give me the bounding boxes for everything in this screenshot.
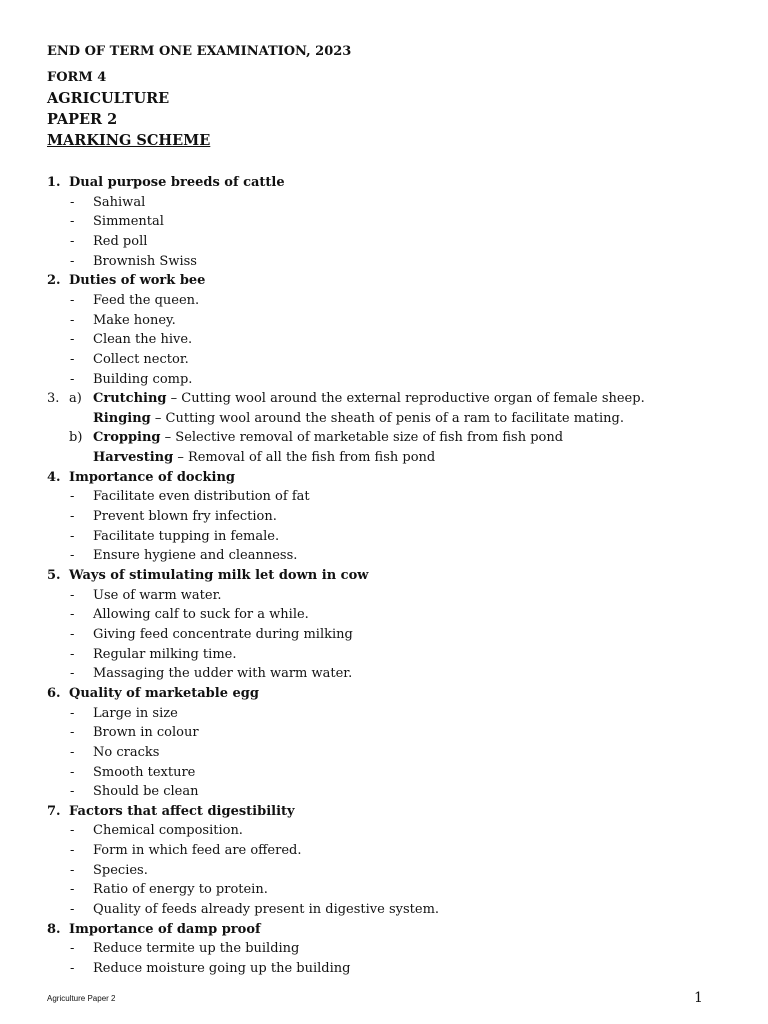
answer-text: Use of warm water. — [93, 587, 222, 603]
bullet-dash: - — [70, 744, 75, 760]
bullet-dash: - — [70, 292, 75, 308]
answer-text: Reduce termite up the building — [93, 941, 300, 957]
answer-text: No cracks — [93, 744, 160, 760]
answer-text: Collect nector. — [93, 351, 189, 367]
question-number: 4. — [47, 469, 61, 485]
answer-text: Brownish Swiss — [93, 253, 197, 269]
form-label: FORM 4 — [47, 70, 107, 85]
bullet-dash: - — [70, 725, 75, 741]
answer-text: Facilitate even distribution of fat — [93, 489, 310, 505]
definition-term: Harvesting — [93, 450, 174, 466]
answer-text: Should be clean — [93, 784, 199, 800]
answer-text: Species. — [93, 862, 148, 878]
question-title: Importance of damp proof — [69, 921, 261, 937]
subject-label: AGRICULTURE — [47, 90, 170, 107]
bullet-dash: - — [70, 371, 75, 387]
definition-text — [93, 389, 645, 409]
question-title: Duties of work bee — [69, 273, 206, 289]
answer-text: Ratio of energy to protein. — [93, 882, 268, 898]
answer-text: Chemical composition. — [93, 823, 243, 839]
answer-text: Smooth texture — [93, 764, 196, 780]
bullet-dash: - — [70, 666, 75, 682]
definition-term: Ringing — [93, 410, 151, 426]
bullet-dash: - — [70, 312, 75, 328]
marking-scheme-title: MARKING SCHEME — [47, 132, 211, 149]
bullet-dash: - — [70, 627, 75, 642]
definition-body: – Cutting wool around the external reproductive organ of female sheep. — [166, 391, 645, 407]
question-number: 5. — [47, 568, 61, 583]
bullet-dash: - — [70, 233, 75, 249]
bullet-dash: - — [70, 548, 75, 564]
bullet-dash: - — [70, 862, 75, 878]
answer-text: Reduce moisture going up the building — [93, 961, 351, 976]
answer-text: Massaging the udder with warm water. — [93, 666, 353, 682]
bullet-dash: - — [70, 764, 75, 780]
question-number: 1. — [47, 175, 61, 190]
question-title: Importance of docking — [69, 469, 235, 485]
bullet-dash: - — [70, 509, 75, 524]
question-title: Ways of stimulating milk let down in cow — [69, 568, 369, 583]
part-letter: a) — [69, 391, 82, 407]
exam-title: END OF TERM ONE EXAMINATION, 2023 — [47, 44, 352, 59]
question-title: Quality of marketable egg — [69, 685, 259, 701]
definition-text — [93, 428, 563, 448]
answer-text: Red poll — [93, 233, 148, 249]
definition-body: – Cutting wool around the sheath of penis of a ram to facilitate mating. — [150, 410, 624, 426]
bullet-dash: - — [70, 194, 75, 210]
question-title: Factors that affect digestibility — [69, 803, 295, 819]
answer-text: Form in which feed are offered. — [93, 843, 302, 859]
answer-text: Clean the hive. — [93, 332, 193, 348]
definition-text — [93, 409, 624, 429]
answer-text: Regular milking time. — [93, 646, 237, 662]
bullet-dash: - — [70, 784, 75, 800]
answer-text: Building comp. — [93, 371, 193, 387]
answer-text: Feed the queen. — [93, 292, 200, 308]
bullet-dash: - — [70, 941, 75, 957]
bullet-dash: - — [70, 253, 75, 269]
definition-body: – Selective removal of marketable size of fish from fish pond — [160, 430, 564, 446]
answer-text: Ensure hygiene and cleanness. — [93, 548, 298, 564]
answer-text: Prevent blown fry infection. — [93, 509, 277, 524]
question-number: 8. — [47, 921, 61, 937]
definition-text — [93, 448, 435, 468]
definition-term: Crutching — [93, 391, 167, 407]
bullet-dash: - — [70, 705, 75, 721]
answer-text: Quality of feeds already present in digestive system. — [93, 902, 440, 917]
question-number: 7. — [47, 803, 61, 819]
bullet-dash: - — [70, 351, 75, 367]
bullet-dash: - — [70, 528, 75, 544]
bullet-dash: - — [70, 843, 75, 859]
answer-text: Allowing calf to suck for a while. — [93, 607, 309, 623]
answer-text: Large in size — [93, 705, 178, 721]
bullet-dash: - — [70, 332, 75, 348]
answer-text: Sahiwal — [93, 194, 146, 210]
answer-text: Simmental — [93, 214, 164, 230]
bullet-dash: - — [70, 902, 75, 917]
answer-text: Make honey. — [93, 312, 176, 328]
bullet-dash: - — [70, 214, 75, 230]
definition-term: Cropping — [93, 430, 161, 446]
definition-body: – Removal of all the fish from fish pond — [173, 450, 436, 466]
question-number: 6. — [47, 685, 61, 701]
answer-text: Facilitate tupping in female. — [93, 528, 280, 544]
answer-text: Giving feed concentrate during milking — [93, 627, 353, 642]
question-number: 2. — [47, 273, 61, 289]
question-title: Dual purpose breeds of cattle — [69, 175, 285, 190]
bullet-dash: - — [70, 607, 75, 623]
paper-label: PAPER 2 — [47, 111, 118, 128]
answer-text: Brown in colour — [93, 725, 199, 741]
bullet-dash: - — [70, 587, 75, 603]
bullet-dash: - — [70, 823, 75, 839]
bullet-dash: - — [70, 882, 75, 898]
bullet-dash: - — [70, 489, 75, 505]
part-letter: b) — [69, 430, 83, 446]
bullet-dash: - — [70, 961, 75, 976]
page-number: 1 — [694, 990, 703, 1006]
footer-label: Agriculture Paper 2 — [47, 994, 116, 1003]
bullet-dash: - — [70, 646, 75, 662]
question-number: 3. — [47, 391, 60, 407]
